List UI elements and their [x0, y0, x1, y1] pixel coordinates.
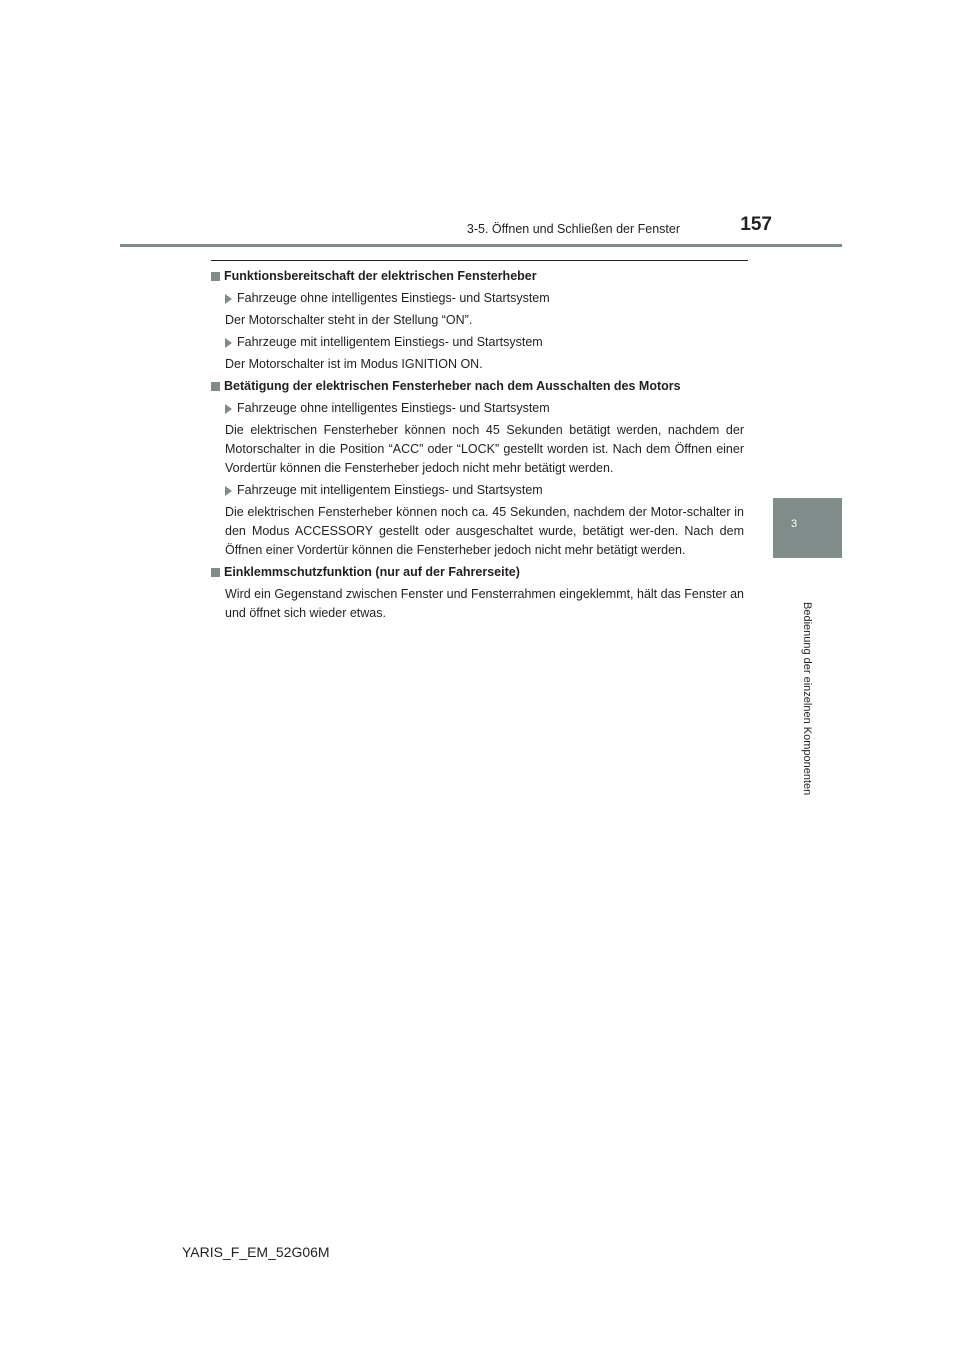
header-rule [120, 244, 842, 247]
section-heading: Einklemmschutzfunktion (nur auf der Fahrerseite) [211, 563, 744, 582]
triangle-bullet-icon [225, 294, 232, 304]
body-paragraph: Wird ein Gegenstand zwischen Fenster und Fensterrahmen eingeklemmt, hält das Fenster an und öffnet sich wieder etwas. [225, 587, 745, 620]
triangle-bullet-icon [225, 486, 232, 496]
body-paragraph: Der Motorschalter ist im Modus IGNITION ON. [225, 357, 483, 371]
square-bullet-icon [211, 568, 220, 577]
condition-item: Fahrzeuge ohne intelligentes Einstiegs- und Startsystem [211, 399, 744, 418]
body-paragraph: Der Motorschalter steht in der Stellung “ON”. [225, 313, 473, 327]
chapter-tab [773, 498, 842, 558]
condition-item: Fahrzeuge ohne intelligentes Einstiegs- und Startsystem [211, 289, 744, 308]
page-number: 157 [740, 214, 772, 235]
section-heading: Funktionsbereitschaft der elektrischen Fensterheber [211, 267, 744, 286]
section-title: 3-5. Öffnen und Schließen der Fenster [466, 222, 680, 236]
condition-item: Fahrzeuge mit intelligentem Einstiegs- und Startsystem [211, 333, 744, 352]
triangle-bullet-icon [225, 338, 232, 348]
square-bullet-icon [211, 382, 220, 391]
chapter-label: Bedienung der einzelnen Komponenten [801, 602, 813, 796]
chapter-number: 3 [791, 518, 798, 530]
condition-item: Fahrzeuge mit intelligentem Einstiegs- und Startsystem [211, 481, 744, 500]
section-heading: Betätigung der elektrischen Fensterheber nach dem Ausschalten des Motors [211, 377, 744, 396]
body-paragraph: Die elektrischen Fensterheber können noch ca. 45 Sekunden, nachdem der Motor-schalter in den Modus ACCESSORY gestellt oder ausgeschaltet wurde, betätigt wer-den. Nach dem Öffnen einer Vordertür können die Fensterheber jedoch nicht mehr betätigt werden. [225, 505, 744, 557]
document-code: YARIS_F_EM_52G06M [182, 1244, 330, 1260]
triangle-bullet-icon [225, 404, 232, 414]
square-bullet-icon [211, 272, 220, 281]
section-rule [211, 260, 748, 261]
page-content [211, 267, 744, 626]
body-paragraph: Die elektrischen Fensterheber können noch 45 Sekunden betätigt werden, nachdem der Motorschalter in die Position “ACC” oder “LOCK” gestellt worden ist. Nach dem Öffnen einer Vordertür können die Fensterheber jedoch nicht mehr betätigt werden. [225, 423, 744, 475]
